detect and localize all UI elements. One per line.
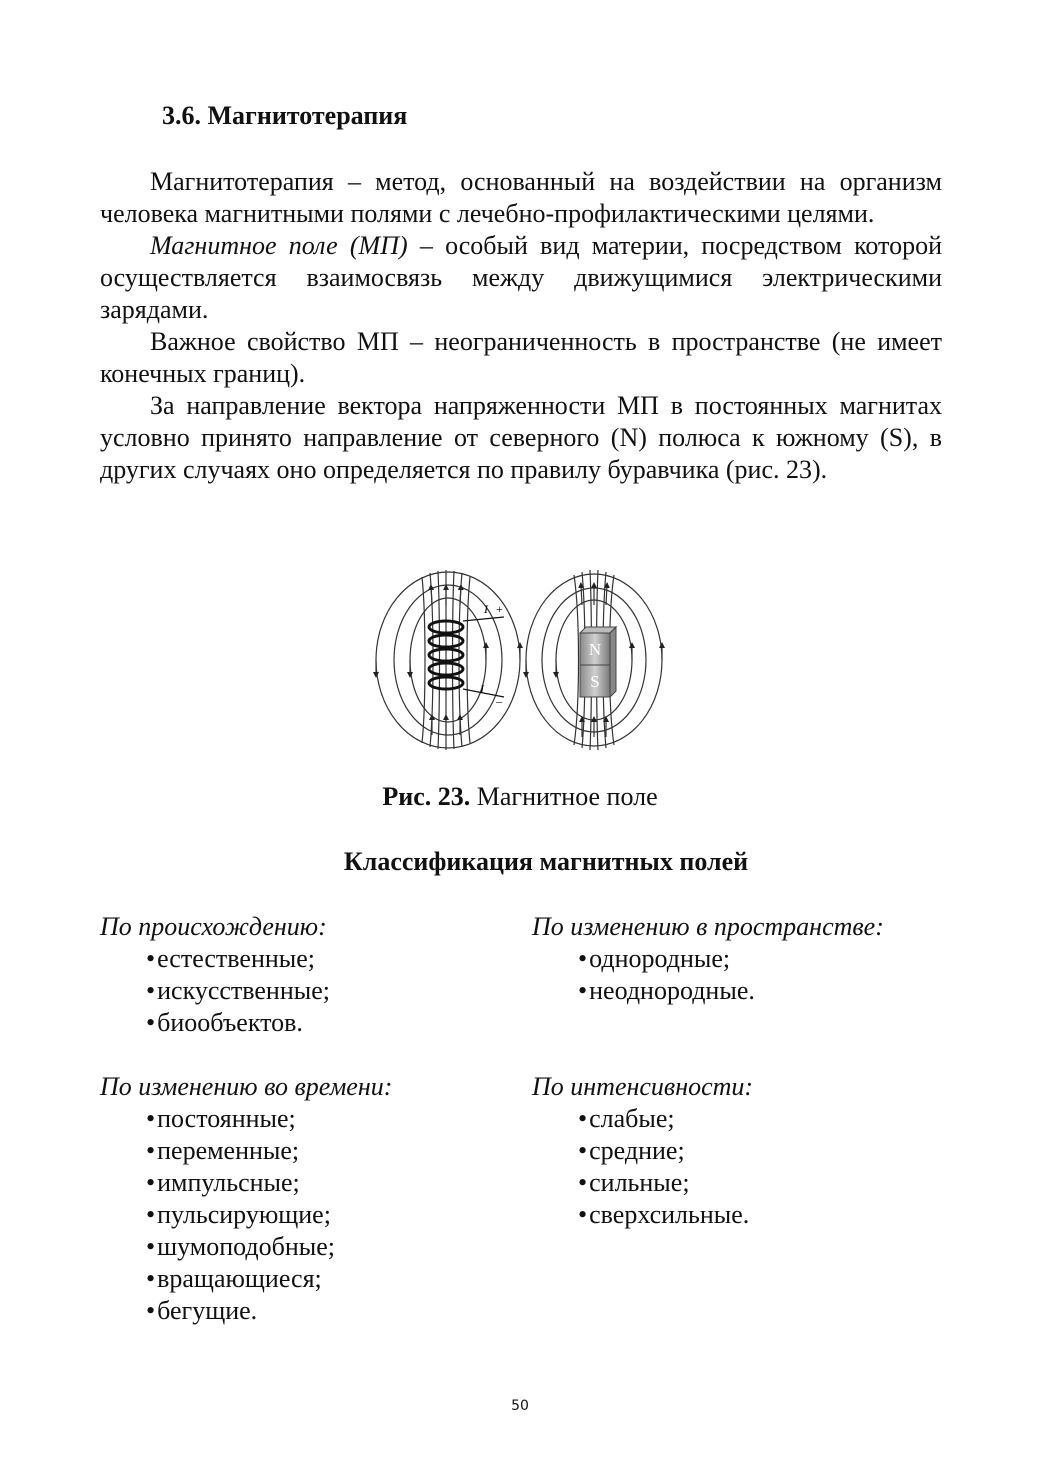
classification-origin	[100, 911, 330, 1039]
classification-origin-heading: По происхождению:	[100, 912, 327, 941]
classification-time-list	[100, 1103, 392, 1327]
list-item: • переменные;	[146, 1135, 392, 1167]
list-item: • импульсные;	[146, 1167, 392, 1199]
list-item: • искусственные;	[146, 975, 330, 1007]
list-item: • вращающиеся;	[146, 1263, 392, 1295]
list-item: • средние;	[578, 1135, 753, 1167]
list-item: • сильные;	[578, 1167, 753, 1199]
list-item: • неоднородные.	[578, 975, 884, 1007]
page-number: 50	[511, 1398, 529, 1414]
list-item: • однородные;	[578, 943, 884, 975]
list-item: • слабые;	[578, 1103, 753, 1135]
classification-intensity	[532, 1071, 753, 1231]
classification-time-heading: По изменению во времени:	[100, 1072, 393, 1101]
figure-caption-number: Рис. 23.	[382, 782, 471, 811]
figure-caption	[0, 781, 1040, 813]
list-item: • постоянные;	[146, 1103, 392, 1135]
current-label-bottom: I	[480, 682, 484, 696]
paragraph-direction: За направление вектора напряженности МП в постоянных магнитах условно принято направление от северного (N) полюса к южному (S), в других случаях оно определяется по правилу буравчика (рис. 23).	[100, 391, 942, 484]
paragraph-definition: Магнитотерапия – метод, основанный на воздействии на организм человека магнитными полями с лечебно-профилактическими целями.	[100, 167, 942, 228]
magnetic-field-figure	[372, 565, 668, 755]
paragraph-magnetic-field-text: – особый вид материи, посредством которой осуществляется взаимосвязь между движущимися электрическими зарядами.	[100, 231, 942, 324]
body-text	[100, 166, 942, 486]
classification-origin-list	[100, 943, 330, 1039]
list-item: • пульсирующие;	[146, 1199, 392, 1231]
list-item: • шумоподобные;	[146, 1231, 392, 1263]
classification-intensity-list	[532, 1103, 753, 1231]
list-item: • биообъектов.	[146, 1007, 330, 1039]
south-pole-label: S	[590, 672, 600, 691]
classification-space-heading: По изменению в пространстве:	[532, 912, 884, 941]
classification-title: Классификация магнитных полей	[343, 847, 749, 876]
paragraph-property: Важное свойство МП – неограниченность в пространстве (не имеет конечных границ).	[100, 327, 942, 388]
list-item: • естественные;	[146, 943, 330, 975]
north-pole-label: N	[588, 640, 602, 659]
current-label-top: I	[484, 602, 488, 616]
classification-intensity-heading: По интенсивности:	[532, 1072, 754, 1101]
classification-space	[532, 911, 884, 1007]
classification-space-list	[532, 943, 884, 1007]
minus-label: –	[496, 694, 502, 708]
figure-caption-text: Магнитное поле	[470, 782, 658, 811]
list-item: • бегущие.	[146, 1295, 392, 1327]
plus-label: +	[496, 602, 503, 616]
section-title: 3.6. Магнитотерапия	[162, 101, 408, 130]
list-item: • сверхсильные.	[578, 1199, 753, 1231]
paragraph-magnetic-field	[100, 230, 942, 326]
term-magnetic-field: Магнитное поле (МП)	[150, 231, 408, 260]
classification-time	[100, 1071, 392, 1327]
